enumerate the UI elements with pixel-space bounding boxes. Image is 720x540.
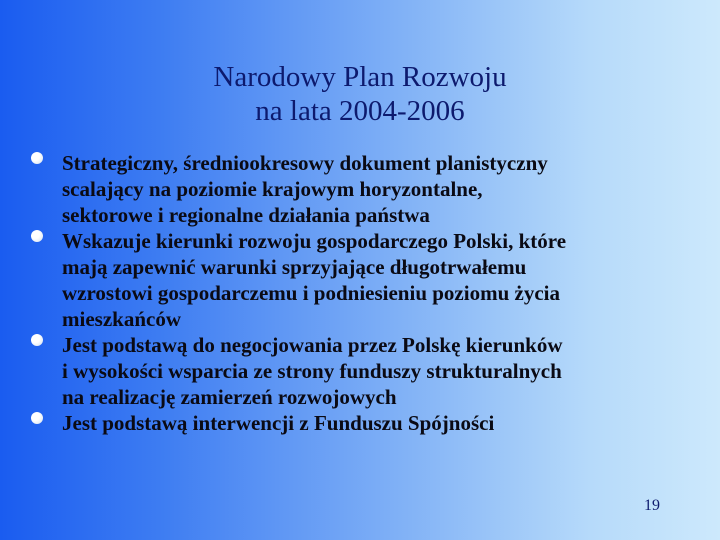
round-bullet-icon bbox=[31, 334, 43, 346]
bullet-line: scalający na poziomie krajowym horyzontalne, bbox=[62, 177, 483, 201]
bullet-item bbox=[0, 332, 720, 410]
bullet-line: na realizację zamierzeń rozwojowych bbox=[62, 385, 397, 409]
bullet-line: i wysokości wsparcia ze strony funduszy strukturalnych bbox=[62, 359, 562, 383]
bullet-item bbox=[0, 410, 720, 436]
bullet-line: Strategiczny, średniookresowy dokument planistyczny bbox=[62, 151, 548, 175]
page-number: 19 bbox=[644, 497, 660, 514]
slide-title-line-1: Narodowy Plan Rozwoju bbox=[213, 61, 507, 93]
slide-title-line-2: na lata 2004-2006 bbox=[255, 95, 465, 127]
bullet-line: Jest podstawą interwencji z Funduszu Spójności bbox=[62, 411, 495, 435]
bullet-line: wzrostowi gospodarczemu i podniesieniu poziomu życia bbox=[62, 281, 560, 305]
bullet-line: Jest podstawą do negocjowania przez Polskę kierunków bbox=[62, 333, 563, 357]
round-bullet-icon bbox=[31, 152, 43, 164]
slide-title bbox=[0, 60, 720, 128]
bullet-item bbox=[0, 228, 720, 332]
bullet-line: mieszkańców bbox=[62, 307, 181, 331]
bullet-line: Wskazuje kierunki rozwoju gospodarczego Polski, które bbox=[62, 229, 567, 253]
bullet-line: sektorowe i regionalne działania państwa bbox=[62, 203, 430, 227]
bullet-item bbox=[0, 150, 720, 228]
bullet-list bbox=[0, 150, 720, 436]
round-bullet-icon bbox=[31, 230, 43, 242]
round-bullet-icon bbox=[31, 412, 43, 424]
bullet-line: mają zapewnić warunki sprzyjające długotrwałemu bbox=[62, 255, 527, 279]
